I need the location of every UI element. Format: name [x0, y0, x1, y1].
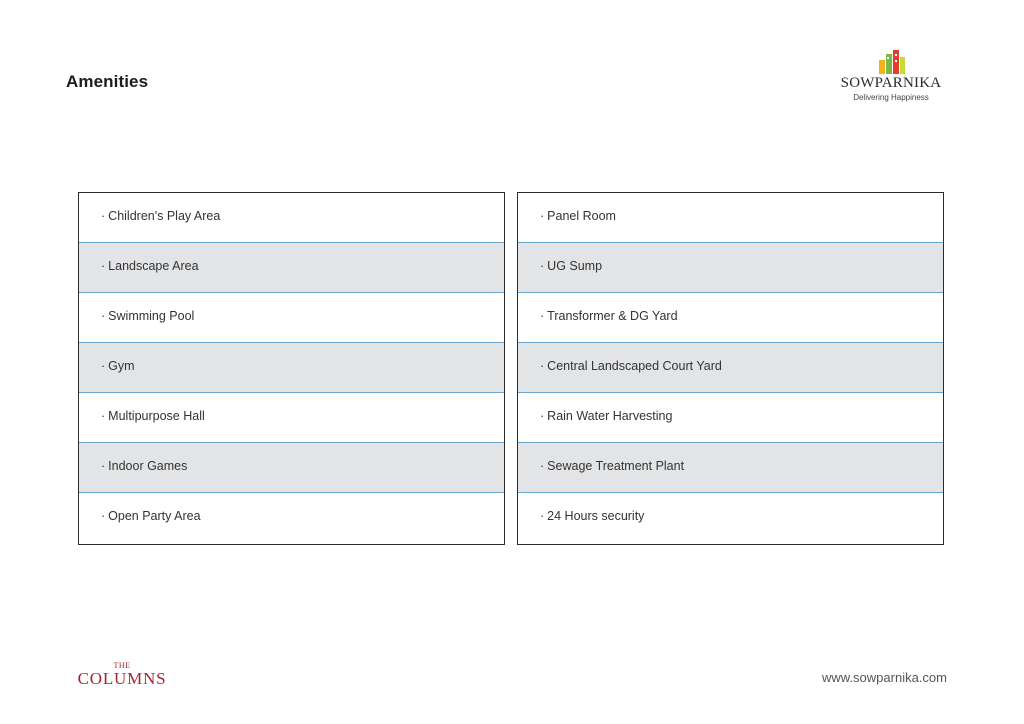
table-row: · Rain Water Harvesting — [518, 393, 943, 443]
table-row: · UG Sump — [518, 243, 943, 293]
amenity-label: Children's Play Area — [108, 209, 221, 223]
the-columns-logo — [74, 662, 170, 688]
amenity-label: Landscape Area — [108, 259, 199, 273]
table-row: · Open Party Area — [101, 509, 201, 523]
page-title: Amenities — [66, 72, 149, 91]
table-row: · Indoor Games — [79, 443, 504, 493]
amenity-label: Gym — [108, 359, 135, 373]
table-row: · Multipurpose Hall — [79, 393, 504, 443]
amenities-table-left — [78, 192, 505, 545]
building-bars-icon — [878, 48, 906, 74]
brand-name: SOWPARNIKA — [840, 75, 942, 91]
sowparnika-logo — [832, 46, 950, 106]
amenity-label: Rain Water Harvesting — [547, 409, 673, 423]
amenity-label: 24 Hours security — [547, 509, 645, 523]
table-row: · Central Landscaped Court Yard — [518, 343, 943, 393]
brand-tagline: Delivering Happiness — [853, 93, 929, 102]
amenity-label: Panel Room — [547, 209, 616, 223]
table-row: · Transformer & DG Yard — [518, 293, 943, 343]
amenity-label: Swimming Pool — [108, 309, 195, 323]
amenity-label: Indoor Games — [108, 459, 188, 473]
amenity-label: Open Party Area — [108, 509, 201, 523]
amenity-label: UG Sump — [547, 259, 603, 273]
table-row: · Panel Room — [518, 193, 943, 243]
table-row: · 24 Hours security — [540, 509, 645, 523]
table-row: · Children's Play Area — [79, 193, 504, 243]
table-row: · Sewage Treatment Plant — [518, 443, 943, 493]
table-row: · Landscape Area — [79, 243, 504, 293]
amenities-table-right — [517, 192, 944, 545]
table-row: · Gym — [79, 343, 504, 393]
website-url: www.sowparnika.com — [822, 670, 947, 685]
project-logo-name: COLUMNS — [77, 669, 167, 688]
project-logo-prefix: THE — [113, 661, 131, 670]
amenity-label: Central Landscaped Court Yard — [547, 359, 722, 373]
table-row: · Swimming Pool — [79, 293, 504, 343]
amenity-label: Multipurpose Hall — [108, 409, 205, 423]
amenity-label: Sewage Treatment Plant — [547, 459, 685, 473]
amenity-label: Transformer & DG Yard — [547, 309, 678, 323]
